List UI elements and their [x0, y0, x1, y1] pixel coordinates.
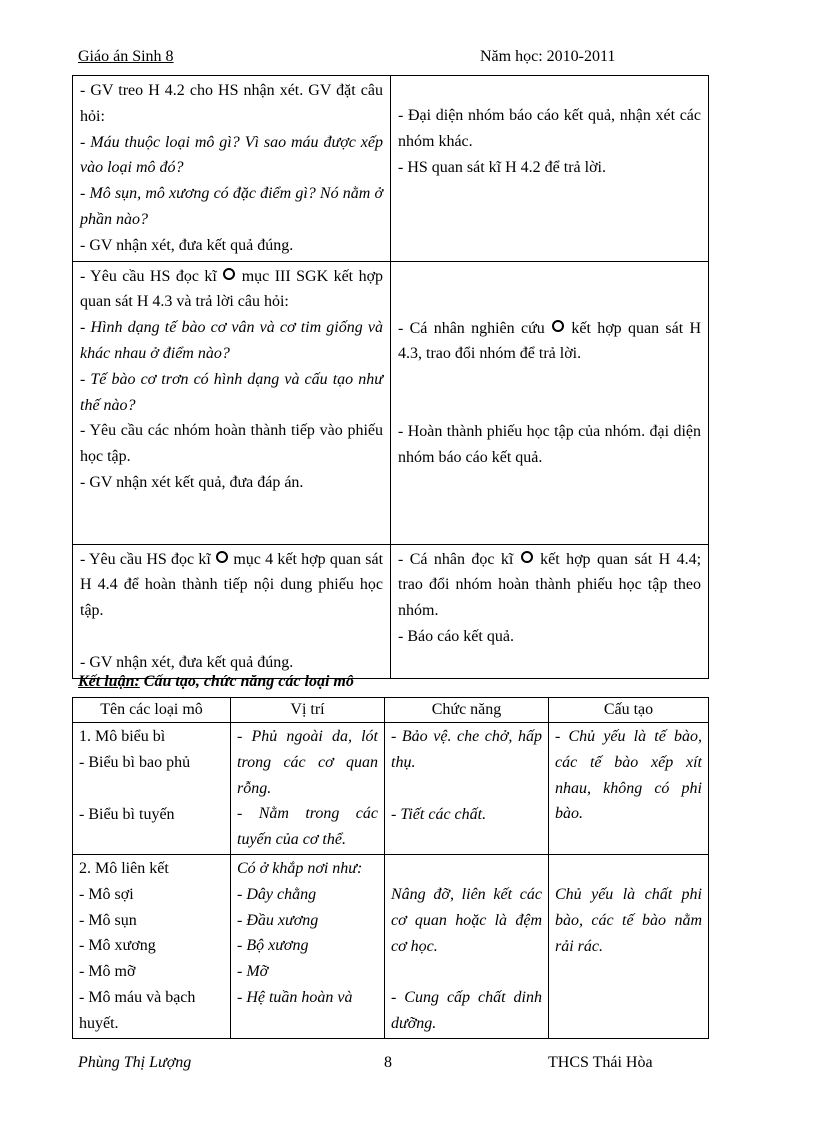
- location-cell: [231, 723, 385, 855]
- student-line: - Báo cáo kết quả.: [398, 627, 514, 645]
- student-line: - Hoàn thành phiếu học tập của nhóm. đại diện nhóm báo cáo kết quả.: [398, 423, 701, 466]
- teacher-cell: [73, 261, 391, 544]
- student-line: kết hợp quan sát H 4.4; trao đổi nhóm hoàn thành phiếu học tập theo nhóm.: [398, 550, 702, 620]
- column-header: Tên các loại mô: [73, 698, 231, 723]
- column-header: Vị trí: [231, 698, 385, 723]
- table-row: [73, 261, 709, 544]
- teacher-line: - GV nhận xét kết quả, đưa đáp án.: [80, 473, 304, 491]
- conclusion-heading: [78, 673, 354, 691]
- school-name: THCS Thái Hòa: [548, 1054, 653, 1071]
- column-header: Cấu tạo: [549, 698, 709, 723]
- tissue-name: - Mô xương: [79, 937, 156, 955]
- table-row: [73, 76, 709, 262]
- teacher-line: - Yêu cầu HS đọc kĩ: [80, 267, 217, 285]
- function-cell: [385, 854, 549, 1038]
- table-header-row: [73, 698, 709, 723]
- function-text: - Cung cấp chất dinh dưỡng.: [391, 989, 542, 1033]
- teacher-line: - GV treo H 4.2 cho HS nhận xét. GV đặt câu hỏi:: [80, 82, 383, 125]
- circle-symbol-icon: [552, 320, 564, 332]
- teacher-line: - Yêu cầu các nhóm hoàn thành tiếp vào phiếu học tập.: [80, 422, 383, 466]
- page-number: 8: [384, 1054, 392, 1071]
- page-footer: [78, 1054, 708, 1076]
- function-text: - Bảo vệ. che chở, hấp thụ.: [391, 728, 542, 771]
- location-text: Có ở khắp nơi như:: [237, 859, 363, 877]
- student-line: - Cá nhân nghiên cứu: [398, 319, 545, 337]
- teacher-line: mục III SGK kết hợp quan sát H 4.3 và trả lời câu hỏi:: [80, 267, 384, 311]
- location-text: - Mỡ: [237, 963, 269, 981]
- tissue-name: - Biểu bì tuyến: [79, 805, 175, 823]
- location-text: - Đầu xương: [237, 911, 319, 929]
- tissue-name: - Biểu bì bao phủ: [79, 753, 191, 771]
- author-name: Phùng Thị Lượng: [78, 1054, 192, 1071]
- location-text: - Phủ ngoài da, lót trong các cơ quan rỗng.: [237, 728, 378, 797]
- conclusion-text: Cấu tạo, chức năng các loại mô: [139, 673, 354, 690]
- tissue-name-cell: [73, 854, 231, 1038]
- column-header: Chức năng: [385, 698, 549, 723]
- student-line: - HS quan sát kĩ H 4.2 để trả lời.: [398, 158, 606, 176]
- structure-text: Chủ yếu là chất phi bào, các tế bào nằm rải rác.: [555, 885, 702, 955]
- circle-symbol-icon: [223, 268, 235, 280]
- table-row: [73, 854, 709, 1038]
- student-cell: [391, 544, 709, 678]
- teacher-line: - GV nhận xét, đưa kết quả đúng.: [80, 236, 294, 254]
- activity-table: [72, 75, 709, 679]
- tissue-name-cell: [73, 723, 231, 855]
- table-row: [73, 544, 709, 678]
- circle-symbol-icon: [216, 551, 228, 563]
- function-text: - Tiết các chất.: [391, 805, 487, 823]
- subject-title: Giáo án Sinh 8: [78, 48, 174, 65]
- student-line: - Đại diện nhóm báo cáo kết quả, nhận xét các nhóm khác.: [398, 107, 701, 150]
- location-text: - Nằm trong các tuyến của cơ thể.: [237, 805, 378, 849]
- tissue-name: - Mô sợi: [79, 885, 134, 903]
- tissue-name: - Mô sụn: [79, 911, 137, 929]
- location-text: - Bộ xương: [237, 937, 309, 955]
- teacher-question: - Mô sụn, mô xương có đặc điểm gì? Nó nằm ở phần nào?: [80, 185, 383, 228]
- teacher-question: - Máu thuộc loại mô gì? Vì sao máu được xếp vào loại mô đó?: [80, 133, 383, 177]
- teacher-cell: [73, 76, 391, 262]
- location-text: - Hệ tuần hoàn và: [237, 988, 353, 1006]
- tissue-name: 1. Mô biểu bì: [79, 728, 166, 745]
- tissue-name: 2. Mô liên kết: [79, 859, 169, 877]
- tissue-name: - Mô máu và bạch huyết.: [79, 988, 196, 1032]
- teacher-question: - Tế bào cơ trơn có hình dạng và cấu tạo như thế nào?: [80, 370, 383, 414]
- function-cell: [385, 723, 549, 855]
- circle-symbol-icon: [521, 551, 533, 563]
- teacher-question: - Hình dạng tế bào cơ vân và cơ tim giống và khác nhau ở điểm nào?: [80, 319, 383, 362]
- conclusion-label: Kết luận:: [78, 673, 140, 690]
- school-year: Năm học: 2010-2011: [480, 48, 616, 65]
- table-row: [73, 723, 709, 855]
- student-cell: [391, 261, 709, 544]
- function-text: Nâng đỡ, liên kết các cơ quan hoặc là đệm cơ học.: [391, 885, 542, 955]
- structure-cell: [549, 723, 709, 855]
- location-text: - Dây chằng: [237, 885, 317, 903]
- page-header: [78, 48, 708, 70]
- student-line: kết hợp quan sát H 4.3, trao đổi nhóm để trả lời.: [398, 319, 702, 363]
- location-cell: [231, 854, 385, 1038]
- tissue-table: [72, 697, 709, 1039]
- tissue-name: - Mô mỡ: [79, 963, 136, 981]
- student-line: - Cá nhân đọc kĩ: [398, 550, 514, 568]
- student-cell: [391, 76, 709, 262]
- teacher-cell: [73, 544, 391, 678]
- teacher-line: - GV nhận xét, đưa kết quả đúng.: [80, 653, 294, 671]
- teacher-line: mục 4 kết hợp quan sát H 4.4 để hoàn thành tiếp nội dung phiếu học tập.: [80, 550, 384, 620]
- teacher-line: - Yêu cầu HS đọc kĩ: [80, 550, 211, 568]
- structure-cell: [549, 854, 709, 1038]
- structure-text: - Chủ yếu là tế bào, các tế bào xếp xít nhau, không có phi bào.: [555, 728, 702, 823]
